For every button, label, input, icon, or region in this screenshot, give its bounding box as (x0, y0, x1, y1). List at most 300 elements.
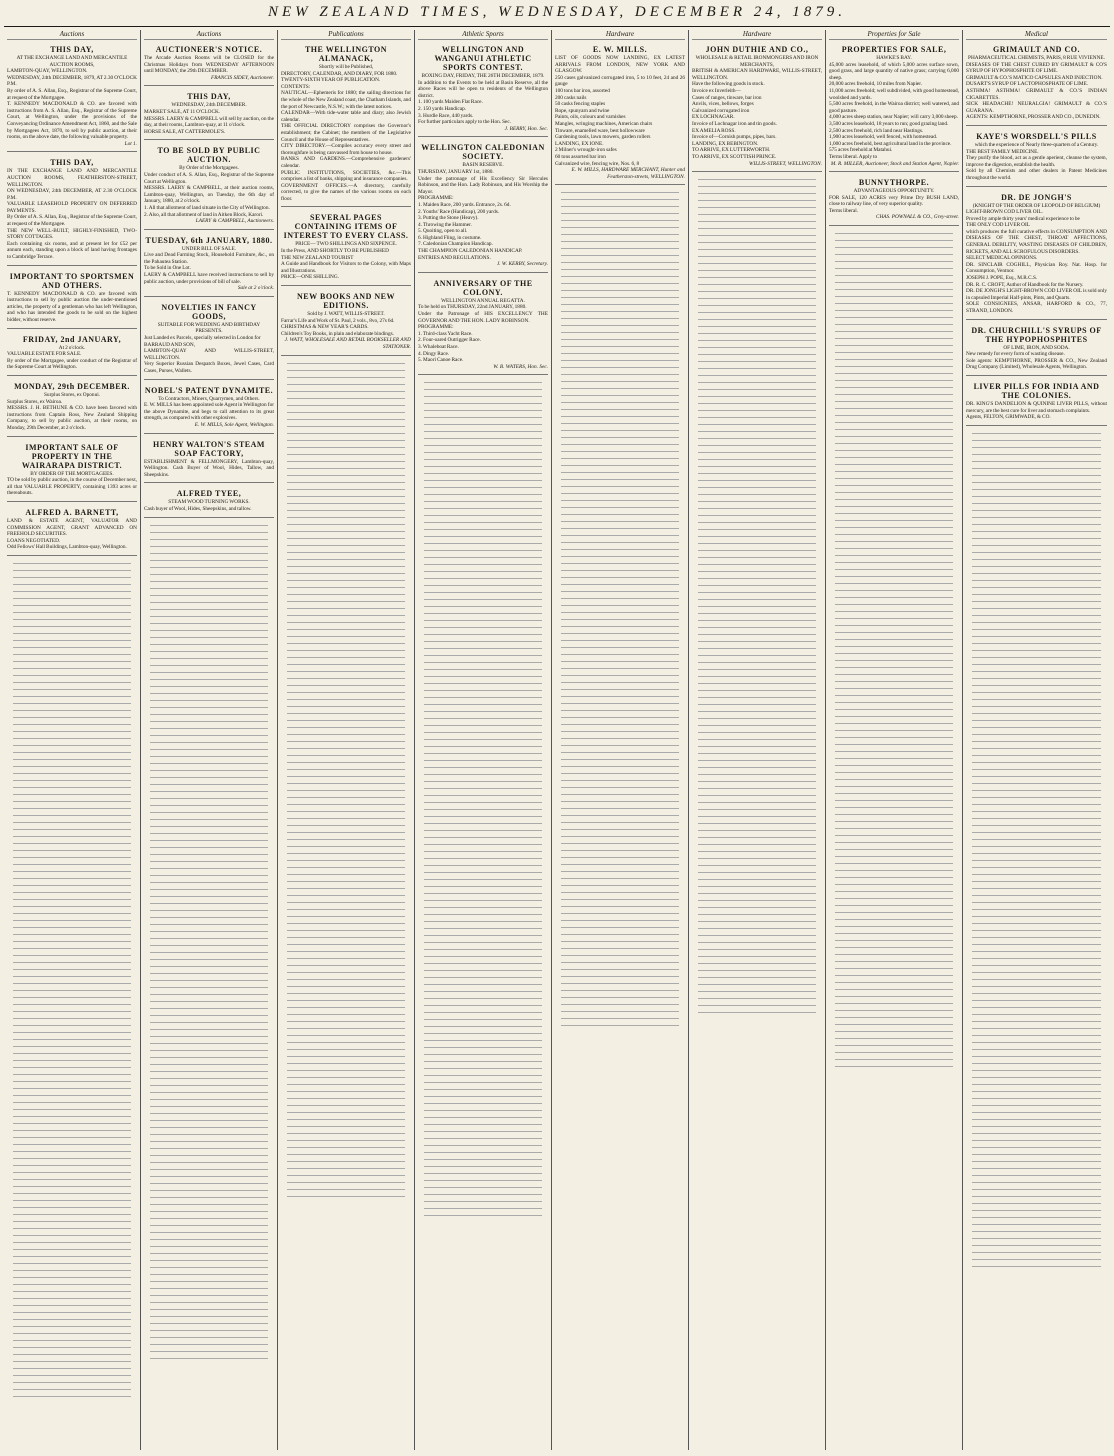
type-rule (424, 784, 542, 789)
type-rule (835, 880, 953, 885)
type-rule (287, 478, 405, 483)
type-rule (972, 660, 1101, 665)
type-rule (835, 523, 953, 528)
type-rule (150, 584, 268, 589)
type-rule (150, 1137, 268, 1142)
ad-text-line: PRICE—ONE SHILLING. (281, 274, 339, 281)
ad-title: ANNIVERSARY OF THE COLONY. (433, 278, 533, 297)
type-rule (13, 608, 131, 613)
ad-text-line: AT THE EXCHANGE LAND AND MERCANTILE AUCTION ROOMS, (16, 55, 128, 68)
type-rule (150, 906, 268, 911)
type-rule (698, 266, 816, 271)
type-rule (424, 1050, 542, 1055)
type-rule (561, 545, 679, 550)
type-rule (698, 413, 816, 418)
type-rule (13, 601, 131, 606)
type-rule (835, 397, 953, 402)
ad-signature: WILLIS-STREET, WELLINGTON. (749, 160, 822, 167)
type-rule (561, 223, 679, 228)
type-rule (424, 1148, 542, 1153)
type-rule (835, 271, 953, 276)
type-rule (972, 877, 1101, 882)
type-rule (424, 679, 542, 684)
ad-text-line: Odd Fellows' Hall Buildings, Lambton-quay, Wellington. (7, 544, 127, 551)
type-rule (287, 849, 405, 854)
type-rule (150, 1270, 268, 1275)
type-rule (698, 812, 816, 817)
ad-title: THE WELLINGTON ALMANACK, (304, 45, 388, 63)
type-rule (287, 730, 405, 735)
type-rule (972, 478, 1101, 483)
type-rule (835, 719, 953, 724)
type-rule (561, 993, 679, 998)
type-rule (561, 601, 679, 606)
type-rule (698, 679, 816, 684)
type-rule (150, 521, 268, 526)
type-rule (561, 580, 679, 585)
ad-text-line: MESSRS. LAERY & CAMPBELL will sell by auction, on the day, at their rooms, Lambton-quay, at 11 o'clock. (144, 115, 274, 129)
type-rule (698, 840, 816, 845)
type-rule (972, 506, 1101, 511)
ad-text-line: 60 tons assorted bar iron (555, 153, 606, 160)
ad-text-line: Sold by J. WATT, WILLIS-STREET. (307, 311, 385, 318)
type-rule (698, 742, 816, 747)
type-rule (287, 492, 405, 497)
type-rule (835, 908, 953, 913)
type-rule (287, 814, 405, 819)
type-rule (13, 1392, 131, 1397)
type-rule (13, 1112, 131, 1117)
type-rule (13, 832, 131, 837)
type-rule (698, 301, 816, 306)
ad-text-line: CONTENTS: (281, 83, 311, 90)
type-rule (424, 1155, 542, 1160)
ad-title: NOVELTIES IN FANCY GOODS, (161, 302, 257, 321)
type-rule (150, 962, 268, 967)
type-rule (561, 727, 679, 732)
ad-text-line: 3. Putting the Stone (Heavy). (418, 215, 479, 222)
ad-title: KAYE'S WORSDELL'S PILLS (976, 131, 1097, 141)
type-rule (561, 237, 679, 242)
type-rule (13, 748, 131, 753)
type-rule (561, 930, 679, 935)
type-rule (13, 909, 131, 914)
type-rule (424, 595, 542, 600)
ad-title: TO BE SOLD BY PUBLIC AUCTION. (157, 146, 261, 165)
type-rule (835, 824, 953, 829)
type-rule (424, 714, 542, 719)
type-rule (698, 868, 816, 873)
type-rule (150, 710, 268, 715)
type-rule (835, 404, 953, 409)
type-rule (13, 615, 131, 620)
type-rule (150, 570, 268, 575)
type-rule (561, 937, 679, 942)
type-rule (561, 895, 679, 900)
type-rule (424, 644, 542, 649)
type-rule (424, 749, 542, 754)
ad-text-line: ENTRIES AND REGULATIONS. (418, 254, 491, 261)
advertisement (966, 129, 1107, 187)
type-rule (698, 784, 816, 789)
type-rule (835, 320, 953, 325)
type-rule (424, 560, 542, 565)
type-rule (835, 607, 953, 612)
type-rule (561, 720, 679, 725)
type-rule (287, 1108, 405, 1113)
type-rule (150, 1291, 268, 1296)
type-rule (13, 664, 131, 669)
type-rule (150, 780, 268, 785)
type-rule (835, 502, 953, 507)
type-rule (287, 1185, 405, 1190)
type-rule (13, 1000, 131, 1005)
type-rule (972, 1066, 1101, 1071)
type-rule (13, 1378, 131, 1383)
type-rule (287, 975, 405, 980)
type-rule (972, 471, 1101, 476)
type-rule (972, 1045, 1101, 1050)
type-rule (150, 1298, 268, 1303)
type-rule (424, 483, 542, 488)
type-rule (287, 1024, 405, 1029)
type-rule (424, 1204, 542, 1209)
type-rule (698, 581, 816, 586)
type-rule (287, 408, 405, 413)
type-rule (698, 385, 816, 390)
type-rule (972, 1129, 1101, 1134)
type-rule (150, 717, 268, 722)
ad-signature: LAERY & CAMPBELL, Auctioneers. (195, 218, 274, 225)
type-rule (835, 544, 953, 549)
ad-title: ALFRED A. BARNETT, (25, 507, 119, 517)
type-rule (972, 947, 1101, 952)
type-rule (561, 965, 679, 970)
advertisement (144, 42, 274, 86)
type-rule (13, 769, 131, 774)
type-rule (561, 755, 679, 760)
type-rule (835, 572, 953, 577)
type-rule (835, 516, 953, 521)
ad-text-line: VALUABLE LEASEHOLD PROPERTY ON DEFERRED PAYMENTS. (7, 201, 137, 214)
type-rule (287, 499, 405, 504)
type-rule (13, 1063, 131, 1068)
type-rule (287, 961, 405, 966)
type-rule (561, 657, 679, 662)
type-rule (835, 495, 953, 500)
type-rule (13, 1231, 131, 1236)
type-rule (424, 798, 542, 803)
type-rule (150, 1333, 268, 1338)
type-rule (698, 245, 816, 250)
ad-text-line: 1. 100 yards Maiden Flat Race. (418, 99, 483, 106)
type-rule (287, 695, 405, 700)
type-rule (972, 716, 1101, 721)
type-rule (13, 1126, 131, 1131)
type-rule (561, 1000, 679, 1005)
type-rule (287, 723, 405, 728)
column-heading: Publications (281, 30, 411, 40)
type-rule (698, 182, 816, 187)
type-rule (698, 322, 816, 327)
type-rule (287, 688, 405, 693)
ad-text-line: Proved by ample thirty years' medical experience to be (966, 215, 1080, 222)
type-rule (561, 867, 679, 872)
type-rule (835, 964, 953, 969)
type-rule (835, 929, 953, 934)
type-rule (698, 357, 816, 362)
type-rule (13, 1084, 131, 1089)
type-rule (561, 734, 679, 739)
type-rule (150, 1186, 268, 1191)
type-rule (424, 392, 542, 397)
type-rule (13, 1161, 131, 1166)
type-rule (13, 755, 131, 760)
ad-text-line: 6. Highland Fling, in costume. (418, 234, 482, 241)
type-rule (424, 854, 542, 859)
advertisement (281, 289, 411, 356)
type-rule (13, 1175, 131, 1180)
type-rule (150, 1067, 268, 1072)
type-rule (13, 783, 131, 788)
advertisement (144, 383, 274, 434)
type-rule (698, 490, 816, 495)
type-rule (13, 902, 131, 907)
type-rule (13, 776, 131, 781)
type-rule (835, 635, 953, 640)
type-rule (698, 518, 816, 523)
type-rule (13, 867, 131, 872)
type-rule (287, 968, 405, 973)
type-rule (150, 1004, 268, 1009)
type-rule (835, 971, 953, 976)
type-rule (150, 1347, 268, 1352)
type-rule (835, 1041, 953, 1046)
type-rule (150, 990, 268, 995)
ad-signature: Lot 1. (124, 140, 137, 147)
type-rule (835, 712, 953, 717)
ad-text-line: BASIN RESERVE. (462, 162, 504, 169)
ad-text-line: STEAM WOOD TURNING WORKS. (168, 499, 250, 506)
ad-text-line: MARKET SALE, AT 11 O'CLOCK. (144, 108, 221, 115)
type-rule (424, 1064, 542, 1069)
ad-text-line: CHRISTMAS & NEW YEAR'S CARDS. (281, 324, 369, 331)
ad-text-line: By Order of A. S. Allan, Esq., Registrar of the Supreme Court, at request of the Mortgagee. (7, 214, 137, 228)
type-rule (972, 1227, 1101, 1232)
type-rule (13, 1364, 131, 1369)
type-rule (287, 702, 405, 707)
type-rule (424, 728, 542, 733)
type-rule (561, 853, 679, 858)
type-rule (698, 777, 816, 782)
type-rule (972, 870, 1101, 875)
type-rule (698, 882, 816, 887)
type-rule (13, 650, 131, 655)
type-rule (972, 1262, 1101, 1267)
type-rule (424, 889, 542, 894)
type-rule (698, 602, 816, 607)
ad-text-line: Invoice ex Inverleith— (692, 87, 741, 94)
type-rule (835, 600, 953, 605)
type-rule (424, 658, 542, 663)
type-rule (698, 938, 816, 943)
ad-text-line: 100 tons bar iron, assorted (555, 87, 610, 94)
type-rule (561, 1021, 679, 1026)
type-rule (698, 952, 816, 957)
type-rule (13, 986, 131, 991)
type-rule (287, 1136, 405, 1141)
type-rule (287, 485, 405, 490)
type-rule (287, 744, 405, 749)
type-rule (287, 604, 405, 609)
type-rule (424, 931, 542, 936)
type-rule (698, 609, 816, 614)
type-rule (13, 1287, 131, 1292)
type-rule (561, 279, 679, 284)
type-rule (972, 800, 1101, 805)
type-rule (424, 1176, 542, 1181)
type-rule (287, 1122, 405, 1127)
type-rule (287, 884, 405, 889)
type-rule (150, 941, 268, 946)
type-rule (287, 877, 405, 882)
type-rule (561, 769, 679, 774)
type-rule (972, 1178, 1101, 1183)
type-rule (150, 1025, 268, 1030)
type-rule (424, 917, 542, 922)
type-rule (835, 817, 953, 822)
ad-signature: J. BERRY, Hon. Sec. (504, 125, 548, 132)
type-rule (287, 996, 405, 1001)
type-rule (698, 889, 816, 894)
type-rule (287, 667, 405, 672)
type-rule (13, 1203, 131, 1208)
type-rule (698, 644, 816, 649)
advertisement (966, 323, 1107, 376)
type-rule (287, 779, 405, 784)
type-rule (561, 230, 679, 235)
type-rule (424, 910, 542, 915)
type-rule (972, 1143, 1101, 1148)
type-rule (561, 195, 679, 200)
ad-text-line: E. W. MILLS has been appointed sole Agent in Wellington for the above Dynamite, and begs to call attention to its great strength, as compared with other explosives. (144, 402, 274, 422)
ad-title: THIS DAY, (187, 92, 231, 102)
type-rule (972, 688, 1101, 693)
type-rule (835, 887, 953, 892)
type-rule (150, 850, 268, 855)
type-rule (561, 251, 679, 256)
type-rule (561, 496, 679, 501)
ad-title: MONDAY, 29th DECEMBER. (14, 381, 130, 391)
ad-text-line: THE ONLY COD LIVER OIL (966, 222, 1030, 229)
type-rule (972, 744, 1101, 749)
type-rule (972, 1185, 1101, 1190)
ad-title: FRIDAY, 2nd JANUARY, (22, 334, 122, 344)
type-rule (972, 1108, 1101, 1113)
type-rule (13, 804, 131, 809)
type-rule (835, 565, 953, 570)
type-rule (835, 803, 953, 808)
ad-signature: Sale at 2 o'clock. (237, 285, 274, 292)
type-rule (424, 1008, 542, 1013)
type-rule (698, 651, 816, 656)
ad-text-line: CALENDAR—With tide-water table and diary; also Jewish calendar. (281, 110, 411, 123)
ad-text-line: DIRECTORY, CALENDAR, AND DIARY, FOR 1880. (281, 70, 398, 77)
type-rule (835, 369, 953, 374)
type-rule (150, 689, 268, 694)
type-rule (287, 821, 405, 826)
ad-text-line: Live and Dead Farming Stock, Household Furniture, &c., on the Pahautea Station. (144, 252, 274, 265)
type-rule (698, 987, 816, 992)
type-rule (424, 924, 542, 929)
type-rule (972, 1087, 1101, 1092)
type-rule (835, 334, 953, 339)
ad-text-line: Shortly will be Published, (318, 64, 374, 70)
type-rule (424, 896, 542, 901)
type-rule (424, 980, 542, 985)
ad-text-line: PHARMACEUTICAL CHEMISTS, PARIS, 8 RUE VIVIENNE. (968, 55, 1105, 61)
type-rule (287, 1178, 405, 1183)
type-rule (424, 1127, 542, 1132)
type-rule (698, 686, 816, 691)
type-rule (424, 385, 542, 390)
ad-text-line: WEDNESDAY, 24th DECEMBER. (171, 102, 247, 109)
type-rule (698, 728, 816, 733)
advertisement (144, 437, 274, 484)
type-rule (561, 832, 679, 837)
type-rule (561, 650, 679, 655)
type-rule (287, 555, 405, 560)
type-rule (561, 510, 679, 515)
advertisement (966, 42, 1107, 126)
type-rule (972, 492, 1101, 497)
type-rule (698, 259, 816, 264)
ad-text-line: THURSDAY, JANUARY 1st, 1880. (418, 168, 494, 175)
type-rule (972, 1171, 1101, 1176)
type-rule (150, 1312, 268, 1317)
ad-text-line: DR. R. C. CROFT, Author of Handbook for the Nursery. (966, 281, 1084, 288)
ad-text-line: In addition to the Events to be held at Basin Reserve, all the above Races will be open to residents of the Wellington district. (418, 79, 548, 99)
type-rule (561, 440, 679, 445)
ad-text-line: PROGRAMME: (418, 195, 454, 202)
type-rule (287, 1017, 405, 1022)
type-rule (835, 985, 953, 990)
type-rule (13, 1021, 131, 1026)
type-rule (287, 422, 405, 427)
type-rule (835, 943, 953, 948)
type-rule (424, 756, 542, 761)
type-rule (972, 863, 1101, 868)
column-8 (963, 30, 1110, 1450)
type-rule (561, 209, 679, 214)
type-rule (698, 959, 816, 964)
type-rule (972, 702, 1101, 707)
ad-text-line: 4,000 acres sheep station, near Napier; will carry 3,000 sheep. (829, 114, 958, 121)
type-rule (698, 336, 816, 341)
ad-text-line: Under the patronage of His Excellency Sir Hercules Robinson, and the Hon. Lady Robinson, and His Worship the Mayor. (418, 175, 548, 195)
type-rule (150, 1074, 268, 1079)
type-rule (13, 762, 131, 767)
ad-text-line: BRITISH & AMERICAN HARDWARE, WILLIS-STREET, WELLINGTON. (692, 68, 822, 81)
type-rule (13, 818, 131, 823)
type-rule (287, 373, 405, 378)
type-rule (287, 1192, 405, 1197)
ad-signature: FRANCIS SIDEY, Auctioneer. (211, 74, 274, 81)
type-rule (972, 737, 1101, 742)
ad-text-line: Surplus Stores, ex Wairoa. (7, 398, 63, 405)
type-rule (13, 1252, 131, 1257)
ad-signature: E. W. MILLS, HARDWARE MERCHANT, Hunter and Featherston-streets, WELLINGTON. (571, 167, 685, 180)
